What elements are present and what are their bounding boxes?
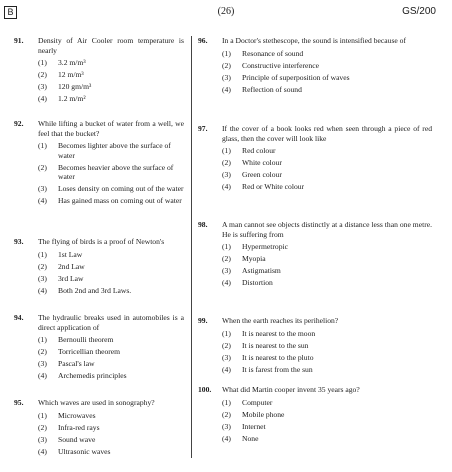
option (38, 184, 184, 194)
option-number: (4) (222, 278, 231, 288)
option-number: (3) (222, 266, 231, 276)
option-text: 3rd Law (58, 273, 84, 283)
option-number: (3) (222, 72, 231, 82)
booklet-set-box: B (4, 6, 17, 19)
option (38, 423, 155, 433)
question-number: 98. (198, 220, 208, 229)
option (38, 359, 184, 369)
option-number: (2) (222, 158, 231, 168)
question-number: 92. (14, 119, 24, 128)
question-text: When the earth reaches its perihelion? (222, 316, 339, 325)
question-97 (198, 124, 432, 194)
option-number: (3) (38, 184, 47, 194)
page-header (0, 4, 452, 24)
option (38, 262, 164, 272)
option (222, 49, 406, 59)
paper-code: GS/200 (402, 6, 436, 17)
option-text: Myopia (242, 254, 266, 264)
option (222, 398, 360, 408)
option-number: (4) (38, 94, 47, 104)
option (38, 411, 155, 421)
option-number: (3) (222, 352, 231, 362)
option-number: (2) (38, 261, 47, 271)
option-number: (2) (38, 422, 47, 432)
option-number: (1) (38, 410, 47, 420)
option (38, 141, 184, 160)
option (222, 341, 338, 351)
option (222, 146, 432, 156)
option (222, 410, 360, 420)
option (38, 163, 184, 182)
option-number: (1) (222, 397, 231, 407)
column-divider (191, 36, 192, 458)
option (222, 422, 360, 432)
question-text: If the cover of a book looks red when seen through a piece of red glass, then the cover will look like (222, 124, 432, 143)
option-text: Astigmatism (242, 266, 281, 276)
question-number: 96. (198, 36, 208, 45)
option (222, 353, 338, 363)
option-number: (3) (222, 421, 231, 431)
question-100 (198, 385, 360, 446)
question-number: 100. (198, 385, 212, 394)
question-96 (198, 36, 406, 97)
option-number: (2) (38, 347, 47, 357)
option-number: (1) (222, 242, 231, 252)
option-text: Becomes heavier above the surface of water (58, 162, 174, 182)
page-number: (26) (217, 6, 235, 17)
option-number: (2) (222, 60, 231, 70)
question-94 (14, 313, 184, 383)
option-text: White colour (242, 158, 282, 168)
option (222, 434, 360, 444)
question-number: 99. (198, 316, 208, 325)
option-text: 12 m/m³ (58, 70, 84, 80)
option (38, 447, 155, 457)
option (222, 329, 338, 339)
option-number: (1) (38, 249, 47, 259)
option-text: Has gained mass on coming out of water (58, 196, 182, 206)
option-text: Sound wave (58, 434, 96, 444)
option (38, 70, 184, 80)
question-95 (14, 398, 155, 459)
option-number: (2) (38, 70, 47, 80)
option-number: (4) (222, 364, 231, 374)
option-number: (3) (38, 434, 47, 444)
option-number: (1) (222, 328, 231, 338)
option-text: Reflection of sound (242, 84, 302, 94)
question-91 (14, 36, 184, 106)
question-text: Which waves are used in sonography? (38, 398, 155, 407)
option-number: (1) (222, 146, 231, 156)
option (222, 365, 338, 375)
option-text: Mobile phone (242, 409, 285, 419)
option (222, 278, 432, 288)
option-text: 1st Law (58, 249, 83, 259)
option-text: Principle of superposition of waves (242, 72, 350, 82)
option-text: Internet (242, 421, 266, 431)
option-text: Infra-red rays (58, 422, 100, 432)
option-number: (4) (38, 285, 47, 295)
option-text: Constructive interference (242, 60, 319, 70)
option-text: Becomes lighter above the surface of water (58, 141, 171, 160)
option-number: (4) (222, 84, 231, 94)
option (222, 242, 432, 252)
question-number: 93. (14, 237, 24, 246)
option (222, 182, 432, 192)
option-number: (2) (222, 254, 231, 264)
option-number: (4) (38, 371, 47, 381)
option-text: None (242, 433, 259, 443)
option (222, 170, 432, 180)
question-93 (14, 237, 164, 298)
question-number: 95. (14, 398, 24, 407)
option (222, 61, 406, 71)
option-number: (3) (222, 170, 231, 180)
option (38, 94, 184, 104)
option (38, 371, 184, 381)
option-text: Archemedis principles (58, 371, 127, 381)
option-number: (4) (38, 446, 47, 456)
option (38, 435, 155, 445)
option-number: (1) (38, 58, 47, 68)
option (222, 254, 432, 264)
option (38, 335, 184, 345)
option-number: (4) (38, 196, 47, 206)
option-text: It is nearest to the pluto (242, 352, 314, 362)
option-number: (3) (38, 273, 47, 283)
question-text: A man cannot see objects distinctly at a distance less than one metre. He is suffering from (222, 220, 432, 239)
question-92 (14, 119, 184, 208)
option-text: Red colour (242, 146, 276, 156)
option-text: Distortion (242, 278, 273, 288)
option (38, 82, 184, 92)
option (38, 58, 184, 68)
option-text: 1.2 m/m² (58, 94, 86, 104)
option (38, 196, 184, 206)
question-text: The flying of birds is a proof of Newton's (38, 237, 165, 246)
option-text: It is nearest to the moon (242, 328, 316, 338)
option-number: (4) (222, 433, 231, 443)
option-number: (2) (38, 162, 47, 172)
option-text: 2nd Law (58, 261, 85, 271)
option (222, 266, 432, 276)
option-text: Pascal's law (58, 359, 95, 369)
option-text: Microwaves (58, 410, 96, 420)
option-number: (4) (222, 182, 231, 192)
option-text: Torricellian theorem (58, 347, 121, 357)
option (38, 250, 164, 260)
option (38, 286, 164, 296)
option (222, 85, 406, 95)
option-text: 3.2 m/m³ (58, 58, 86, 68)
option-text: It is farest from the sun (242, 364, 313, 374)
option-text: Hypermetropic (242, 242, 288, 252)
option-text: Red or White colour (242, 182, 305, 192)
option-text: Computer (242, 397, 273, 407)
question-number: 91. (14, 36, 24, 45)
question-99 (198, 316, 338, 377)
option-number: (1) (222, 48, 231, 58)
option-number: (1) (38, 141, 47, 151)
option-text: Ultrasonic waves (58, 446, 111, 456)
option-number: (3) (38, 359, 47, 369)
question-text: The hydraulic breaks used in automobiles is a direct application of (38, 313, 184, 332)
question-text: Density of Air Cooler room temperature is nearly (38, 36, 184, 55)
option-text: Loses density on coming out of the water (58, 184, 184, 194)
option (222, 158, 432, 168)
option-number: (1) (38, 335, 47, 345)
option-text: Resonance of sound (242, 48, 304, 58)
option-text: Bernoulli theorem (58, 335, 114, 345)
option-text: It is nearest to the sun (242, 340, 309, 350)
option (222, 73, 406, 83)
option-number: (2) (222, 409, 231, 419)
option-text: Both 2nd and 3rd Laws. (58, 285, 132, 295)
question-text: What did Martin cooper invent 35 years ago? (222, 385, 360, 394)
option (38, 274, 164, 284)
option (38, 347, 184, 357)
question-text: In a Doctor's stethescope, the sound is intensified because of (222, 36, 406, 45)
option-number: (2) (222, 340, 231, 350)
question-98 (198, 220, 432, 290)
question-number: 94. (14, 313, 24, 322)
option-text: Green colour (242, 170, 282, 180)
question-text: While lifting a bucket of water from a well, we feel that the bucket? (38, 119, 184, 138)
question-number: 97. (198, 124, 208, 133)
option-text: 120 gm/m³ (58, 82, 92, 92)
option-number: (3) (38, 82, 47, 92)
